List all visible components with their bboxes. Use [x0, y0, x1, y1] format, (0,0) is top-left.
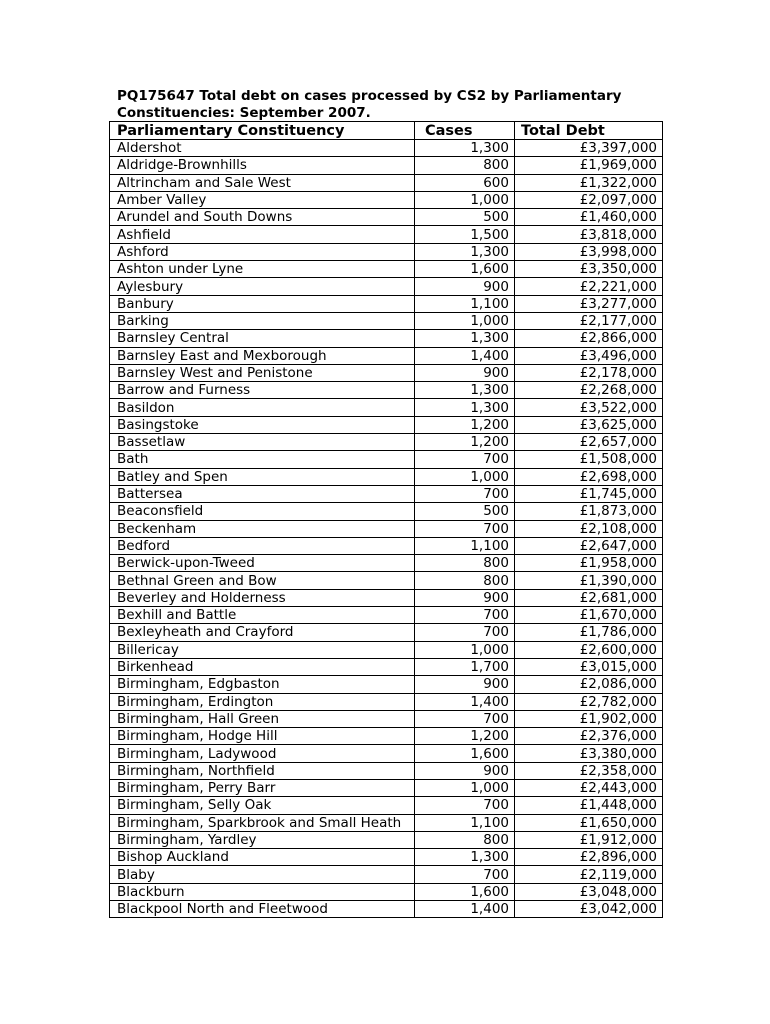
cases-cell: 1,200 [415, 434, 515, 451]
cases-cell: 900 [415, 278, 515, 295]
table-row [110, 140, 663, 157]
constituency-cell: Billericay [110, 641, 415, 658]
table-row [110, 278, 663, 295]
table-row [110, 849, 663, 866]
constituency-cell: Bedford [110, 537, 415, 554]
cases-cell: 1,600 [415, 745, 515, 762]
cases-cell: 700 [415, 485, 515, 502]
constituency-cell: Beckenham [110, 520, 415, 537]
total-debt-cell: £1,958,000 [515, 555, 663, 572]
constituency-cell: Berwick-upon-Tweed [110, 555, 415, 572]
cases-cell: 1,200 [415, 728, 515, 745]
table-row [110, 797, 663, 814]
constituency-cell: Birmingham, Hodge Hill [110, 728, 415, 745]
table-row [110, 866, 663, 883]
table-row [110, 330, 663, 347]
total-debt-cell: £2,358,000 [515, 762, 663, 779]
constituency-cell: Blackburn [110, 883, 415, 900]
table-row [110, 364, 663, 381]
constituency-cell: Aylesbury [110, 278, 415, 295]
table-row [110, 157, 663, 174]
table-row [110, 589, 663, 606]
cases-cell: 1,600 [415, 261, 515, 278]
cases-cell: 500 [415, 209, 515, 226]
total-debt-cell: £2,268,000 [515, 382, 663, 399]
constituency-cell: Ashfield [110, 226, 415, 243]
table-row [110, 295, 663, 312]
total-debt-cell: £1,902,000 [515, 710, 663, 727]
constituency-cell: Ashton under Lyne [110, 261, 415, 278]
cases-cell: 900 [415, 676, 515, 693]
constituency-cell: Barnsley West and Penistone [110, 364, 415, 381]
total-debt-cell: £1,670,000 [515, 607, 663, 624]
table-row [110, 901, 663, 918]
table-row [110, 710, 663, 727]
constituency-cell: Banbury [110, 295, 415, 312]
cases-cell: 1,300 [415, 140, 515, 157]
constituency-cell: Blaby [110, 866, 415, 883]
table-row [110, 209, 663, 226]
constituency-cell: Arundel and South Downs [110, 209, 415, 226]
constituency-cell: Bexhill and Battle [110, 607, 415, 624]
table-row [110, 261, 663, 278]
total-debt-cell: £1,786,000 [515, 624, 663, 641]
cases-cell: 1,000 [415, 191, 515, 208]
table-row [110, 243, 663, 260]
total-debt-cell: £3,522,000 [515, 399, 663, 416]
constituency-cell: Barrow and Furness [110, 382, 415, 399]
total-debt-cell: £3,625,000 [515, 416, 663, 433]
total-debt-cell: £3,048,000 [515, 883, 663, 900]
total-debt-cell: £3,998,000 [515, 243, 663, 260]
constituency-cell: Aldridge-Brownhills [110, 157, 415, 174]
cases-cell: 800 [415, 157, 515, 174]
total-debt-cell: £3,818,000 [515, 226, 663, 243]
total-debt-cell: £1,873,000 [515, 503, 663, 520]
total-debt-cell: £3,397,000 [515, 140, 663, 157]
cases-cell: 600 [415, 174, 515, 191]
total-debt-cell: £1,448,000 [515, 797, 663, 814]
constituency-cell: Barking [110, 312, 415, 329]
header-total-debt: Total Debt [515, 122, 663, 140]
cases-cell: 700 [415, 624, 515, 641]
total-debt-cell: £1,912,000 [515, 831, 663, 848]
total-debt-cell: £3,015,000 [515, 658, 663, 675]
constituency-cell: Bath [110, 451, 415, 468]
constituency-cell: Altrincham and Sale West [110, 174, 415, 191]
cases-cell: 1,600 [415, 883, 515, 900]
total-debt-cell: £2,376,000 [515, 728, 663, 745]
cases-cell: 1,000 [415, 468, 515, 485]
constituency-cell: Batley and Spen [110, 468, 415, 485]
constituency-cell: Ashford [110, 243, 415, 260]
constituency-cell: Birmingham, Selly Oak [110, 797, 415, 814]
cases-cell: 1,500 [415, 226, 515, 243]
table-row [110, 434, 663, 451]
total-debt-cell: £1,322,000 [515, 174, 663, 191]
cases-cell: 900 [415, 589, 515, 606]
table-row [110, 831, 663, 848]
table-row [110, 728, 663, 745]
constituency-cell: Birmingham, Ladywood [110, 745, 415, 762]
total-debt-cell: £2,178,000 [515, 364, 663, 381]
header-row [110, 122, 663, 140]
constituency-cell: Birmingham, Perry Barr [110, 779, 415, 796]
table-row [110, 347, 663, 364]
cases-cell: 700 [415, 866, 515, 883]
table-row [110, 572, 663, 589]
total-debt-cell: £1,745,000 [515, 485, 663, 502]
cases-cell: 800 [415, 572, 515, 589]
total-debt-cell: £2,698,000 [515, 468, 663, 485]
constituency-cell: Birmingham, Hall Green [110, 710, 415, 727]
total-debt-cell: £2,681,000 [515, 589, 663, 606]
cases-cell: 1,400 [415, 901, 515, 918]
total-debt-cell: £1,650,000 [515, 814, 663, 831]
cases-cell: 1,700 [415, 658, 515, 675]
constituency-cell: Birmingham, Edgbaston [110, 676, 415, 693]
total-debt-cell: £2,108,000 [515, 520, 663, 537]
total-debt-cell: £3,496,000 [515, 347, 663, 364]
constituency-cell: Battersea [110, 485, 415, 502]
cases-cell: 1,000 [415, 312, 515, 329]
table-header [110, 122, 663, 140]
cases-cell: 700 [415, 451, 515, 468]
table-body [110, 140, 663, 918]
cases-cell: 1,400 [415, 693, 515, 710]
table-row [110, 174, 663, 191]
constituency-cell: Birmingham, Northfield [110, 762, 415, 779]
table-row [110, 537, 663, 554]
table-row [110, 226, 663, 243]
cases-cell: 800 [415, 555, 515, 572]
total-debt-cell: £2,600,000 [515, 641, 663, 658]
cases-cell: 700 [415, 520, 515, 537]
total-debt-cell: £1,390,000 [515, 572, 663, 589]
cases-cell: 1,300 [415, 399, 515, 416]
cases-cell: 800 [415, 831, 515, 848]
constituency-cell: Birmingham, Sparkbrook and Small Heath [110, 814, 415, 831]
total-debt-cell: £1,969,000 [515, 157, 663, 174]
total-debt-cell: £2,647,000 [515, 537, 663, 554]
total-debt-cell: £2,782,000 [515, 693, 663, 710]
constituency-cell: Barnsley Central [110, 330, 415, 347]
table-row [110, 658, 663, 675]
cases-cell: 700 [415, 797, 515, 814]
cases-cell: 1,400 [415, 347, 515, 364]
table-row [110, 624, 663, 641]
table-row [110, 520, 663, 537]
cases-cell: 500 [415, 503, 515, 520]
total-debt-cell: £2,657,000 [515, 434, 663, 451]
total-debt-cell: £2,177,000 [515, 312, 663, 329]
total-debt-cell: £1,460,000 [515, 209, 663, 226]
table-row [110, 814, 663, 831]
table-row [110, 191, 663, 208]
table-row [110, 762, 663, 779]
header-constituency: Parliamentary Constituency [110, 122, 415, 140]
table-row [110, 676, 663, 693]
table-row [110, 312, 663, 329]
table-row [110, 468, 663, 485]
cases-cell: 900 [415, 364, 515, 381]
constituency-cell: Beaconsfield [110, 503, 415, 520]
total-debt-cell: £3,042,000 [515, 901, 663, 918]
total-debt-cell: £3,350,000 [515, 261, 663, 278]
table-row [110, 451, 663, 468]
constituency-cell: Bexleyheath and Crayford [110, 624, 415, 641]
total-debt-cell: £2,221,000 [515, 278, 663, 295]
total-debt-cell: £2,896,000 [515, 849, 663, 866]
cases-cell: 700 [415, 710, 515, 727]
constituency-cell: Amber Valley [110, 191, 415, 208]
constituency-cell: Bishop Auckland [110, 849, 415, 866]
total-debt-cell: £3,277,000 [515, 295, 663, 312]
total-debt-cell: £2,119,000 [515, 866, 663, 883]
table-row [110, 745, 663, 762]
constituency-cell: Birmingham, Erdington [110, 693, 415, 710]
total-debt-cell: £2,866,000 [515, 330, 663, 347]
cases-cell: 1,100 [415, 537, 515, 554]
constituency-cell: Birmingham, Yardley [110, 831, 415, 848]
cases-cell: 1,300 [415, 330, 515, 347]
cases-cell: 1,300 [415, 243, 515, 260]
cases-cell: 1,200 [415, 416, 515, 433]
cases-cell: 1,000 [415, 641, 515, 658]
constituency-cell: Aldershot [110, 140, 415, 157]
constituency-cell: Blackpool North and Fleetwood [110, 901, 415, 918]
document-title: PQ175647 Total debt on cases processed by CS2 by Parliamentary Constituencies: September 2007. [117, 88, 622, 121]
table-row [110, 382, 663, 399]
cases-cell: 1,100 [415, 295, 515, 312]
table-row [110, 641, 663, 658]
cases-cell: 900 [415, 762, 515, 779]
debt-table [109, 121, 663, 918]
total-debt-cell: £2,097,000 [515, 191, 663, 208]
constituency-cell: Bethnal Green and Bow [110, 572, 415, 589]
constituency-cell: Basingstoke [110, 416, 415, 433]
total-debt-cell: £3,380,000 [515, 745, 663, 762]
table-row [110, 883, 663, 900]
table-row [110, 416, 663, 433]
total-debt-cell: £2,443,000 [515, 779, 663, 796]
table-row [110, 399, 663, 416]
constituency-cell: Basildon [110, 399, 415, 416]
table-row [110, 693, 663, 710]
table-row [110, 555, 663, 572]
total-debt-cell: £2,086,000 [515, 676, 663, 693]
total-debt-cell: £1,508,000 [515, 451, 663, 468]
table-row [110, 607, 663, 624]
constituency-cell: Bassetlaw [110, 434, 415, 451]
table-row [110, 503, 663, 520]
table-row [110, 485, 663, 502]
constituency-cell: Birkenhead [110, 658, 415, 675]
cases-cell: 1,000 [415, 779, 515, 796]
cases-cell: 1,300 [415, 849, 515, 866]
header-cases: Cases [415, 122, 515, 140]
cases-cell: 1,300 [415, 382, 515, 399]
constituency-cell: Barnsley East and Mexborough [110, 347, 415, 364]
cases-cell: 1,100 [415, 814, 515, 831]
cases-cell: 700 [415, 607, 515, 624]
constituency-cell: Beverley and Holderness [110, 589, 415, 606]
table-row [110, 779, 663, 796]
